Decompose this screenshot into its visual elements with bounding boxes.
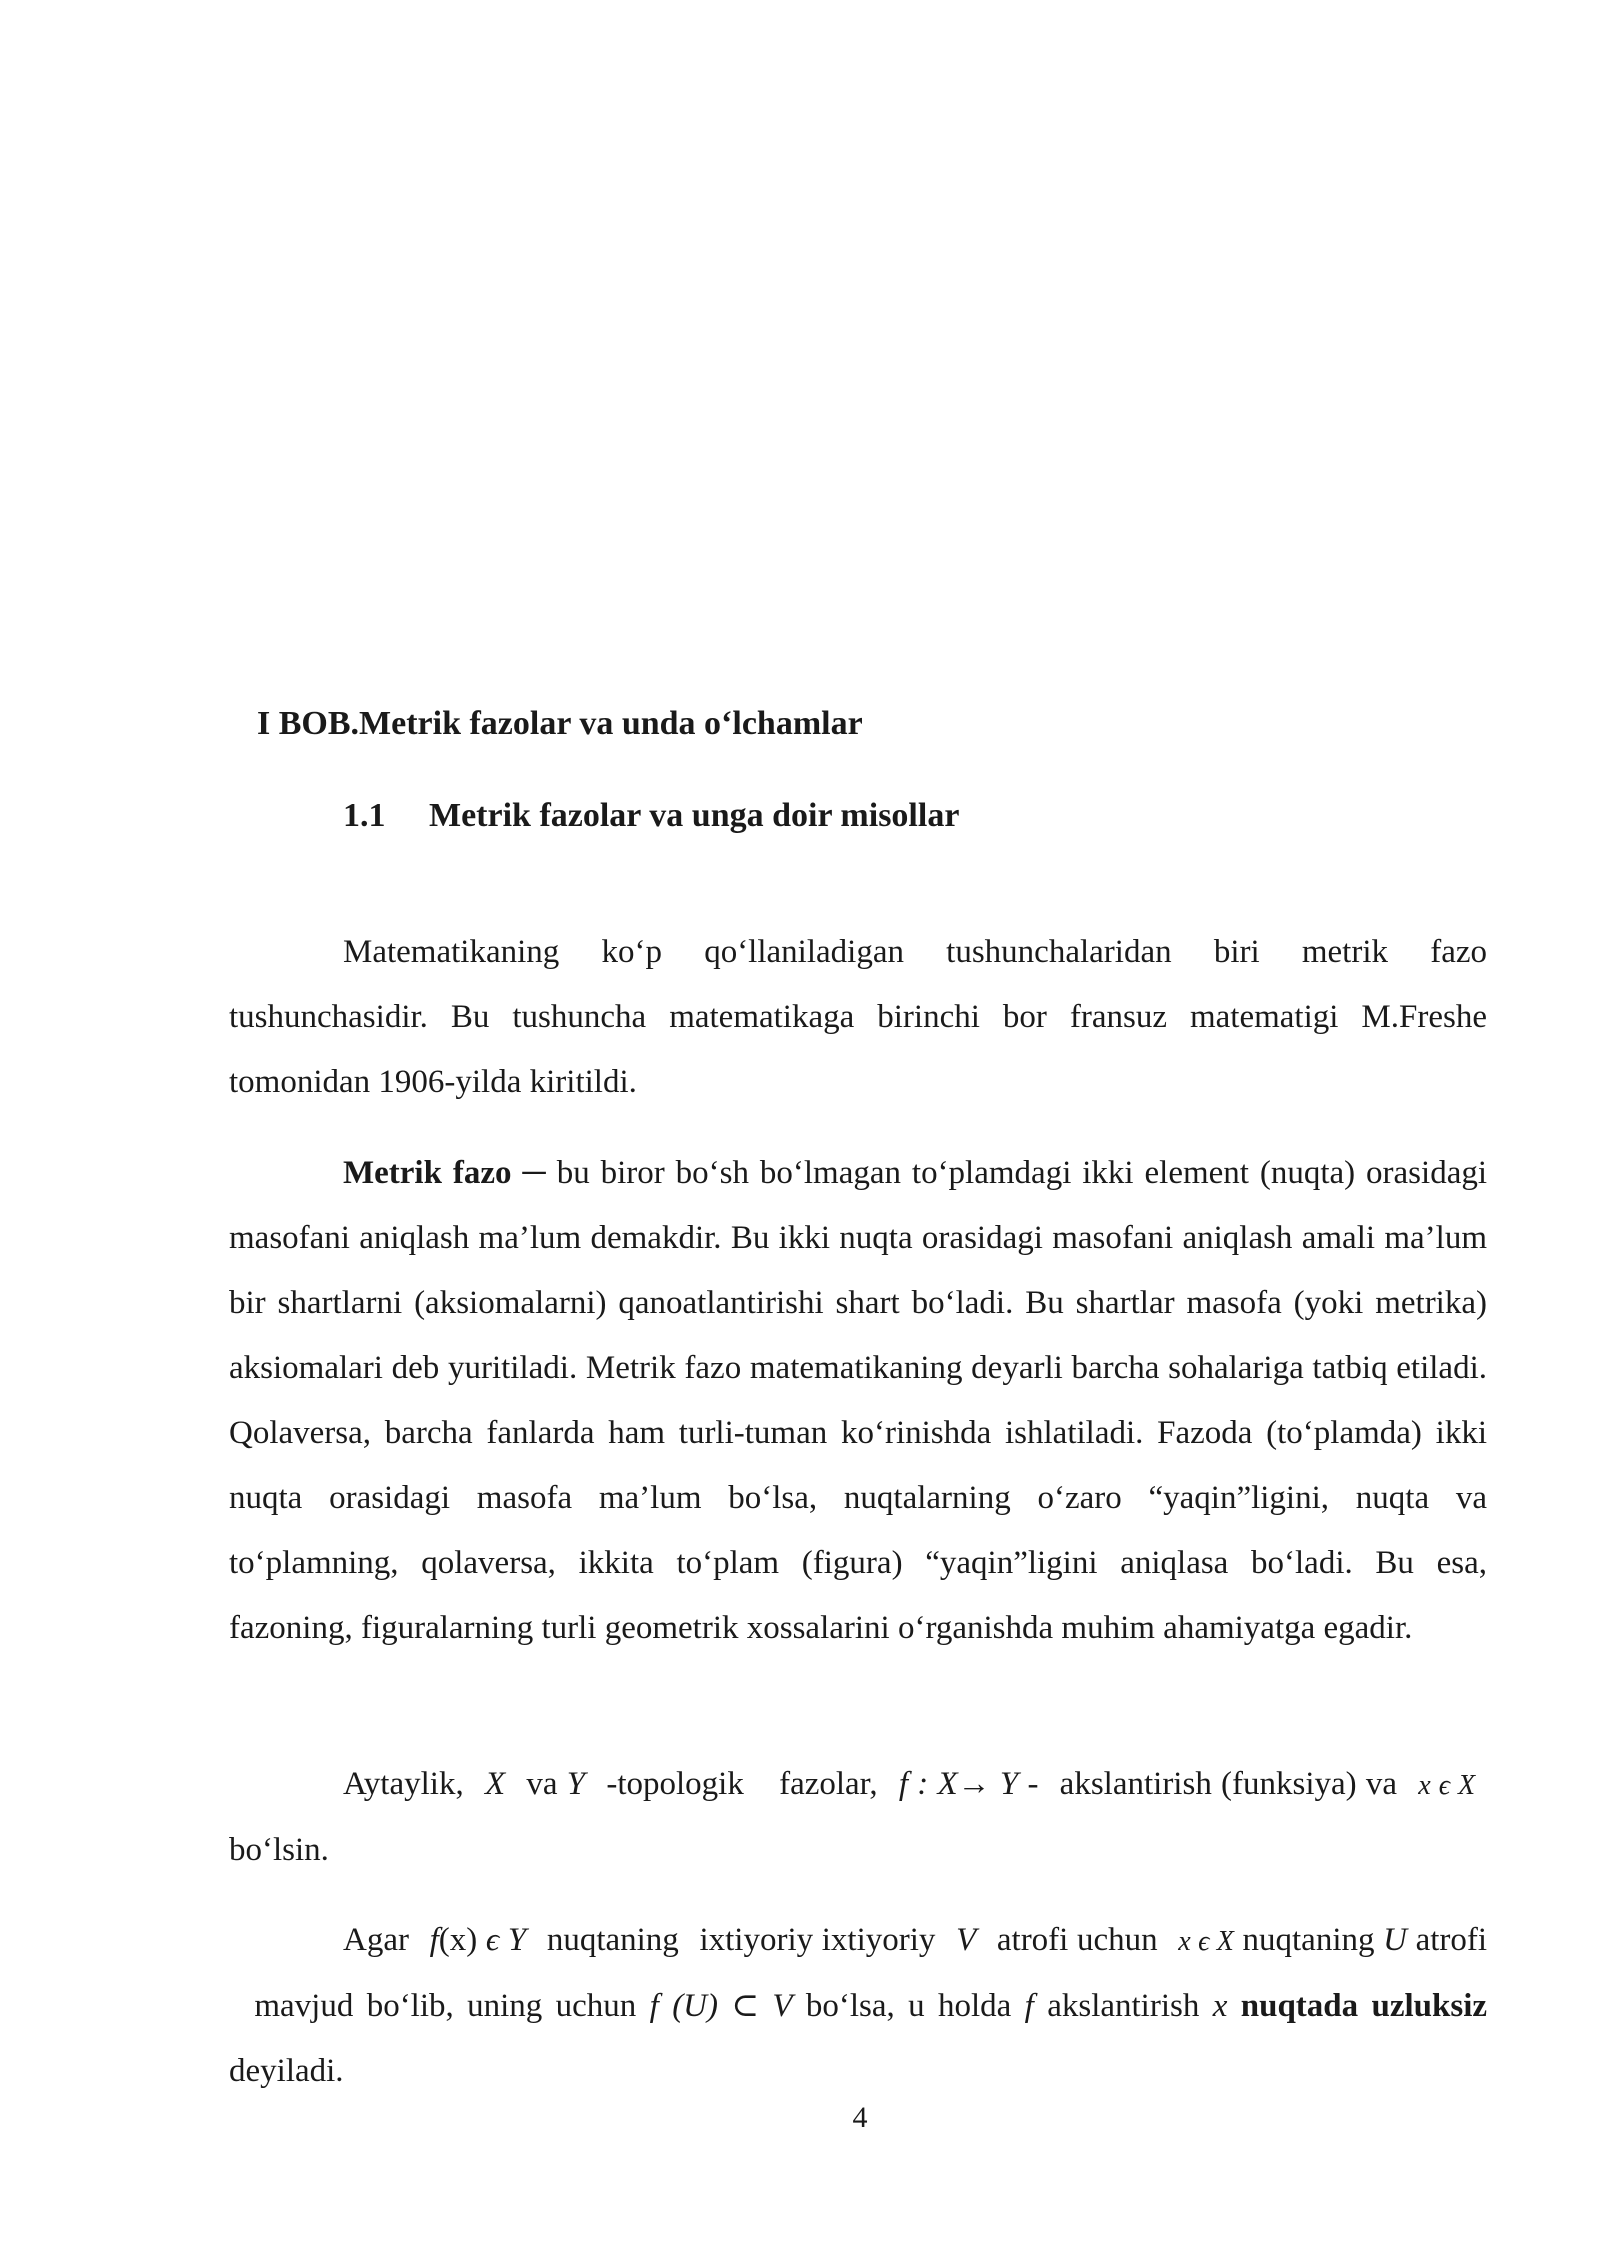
paragraph-definition-text: bu biror bo‘sh bo‘lmagan to‘plamdagi ikki element (nuqta) orasidagi masofani aniqlash ma’lum demakdir. Bu ikki nuqta orasidagi masofani aniqlash amali ma’lum bir shartlarni (aksiomalarni) qanoatlantirishi shart bo‘ladi. Bu shartlar masofa (yoki metrika) aksiomalari deb yuritiladi. Metrik fazo matematikaning deyarli barcha sohalariga tatbiq etiladi. Qolaversa, barcha fanlarda ham turli-tuman ko‘rinishda ishlatiladi. Fazoda (to‘plamda) ikki nuqta orasidagi masofa ma’lum bo‘lsa, nuqtalarning o‘zaro “yaqin”ligini, nuqta va to‘plamning, qolaversa, ikkita to‘plam (figura) “yaqin”ligini aniqlasa bo‘ladi. Bu esa, fazoning, figuralarning turli geometrik xossalarini o‘rganishda muhim ahamiyatga egadir. [229,1155,1488,1646]
math-x-in-x: x ϵ X [1418,1770,1476,1801]
paragraph-definition [229,1141,1487,1661]
text-topologik: -topologik [606,1766,744,1802]
text-deyiladi: deyiladi. [229,2053,344,2089]
math-x-space: X [484,1766,506,1802]
section-number: 1.1 [343,797,386,834]
paragraph-intro [229,920,1487,1115]
paragraph-topology [229,1752,1487,1883]
text-atrofi: atrofi [1415,1922,1488,1958]
text-atrofi-uchun: atrofi uchun [996,1922,1158,1958]
term-metrik-fazo: Metrik fazo [343,1155,512,1191]
math-y-space: Y [566,1766,586,1802]
math-x-point: x [1212,1988,1228,2024]
math-v: V [956,1922,977,1958]
math-u: U [1383,1922,1407,1958]
text-va: va [526,1766,558,1802]
text-nuqtaning: nuqtaning [546,1922,679,1958]
chapter-title: I BOB.Metrik fazolar va unda o‘lchamlar [257,705,863,742]
math-f-2: f [1024,1988,1034,2024]
text-akslantirish: akslantirish [1047,1988,1200,2024]
text-ixtiyoriy: ixtiyoriy ixtiyoriy [699,1922,936,1958]
text-nuqtaning-2: nuqtaning [1242,1922,1375,1958]
math-f: f [429,1922,439,1958]
text-bolsin: bo‘lsin. [229,1832,329,1868]
math-mapping: f : X→ Y [898,1766,1019,1802]
section-title-text: Metrik fazolar va unga doir misollar [429,797,960,834]
text-bolsa-u-holda: bo‘lsa, u holda [805,1988,1012,2024]
math-fx-argument: (x) [438,1922,478,1958]
text-dash: - [1027,1766,1039,1802]
math-in-y: ϵ Y [485,1922,527,1958]
em-dash: ─ [522,1155,546,1191]
text-fazolar: fazolar, [779,1766,878,1802]
term-nuqtada-uzluksiz: nuqtada uzluksiz [1240,1988,1488,2024]
section-title [343,792,959,840]
text-mavjud-boolib: mavjud bo‘lib, uning uchun [254,1988,637,2024]
paragraph-continuity [229,1908,1487,2104]
math-f-of-u-subset-v: f (U) ⊂ V [649,1988,793,2024]
text-agar: Agar [343,1922,409,1958]
page-number: 4 [852,2101,868,2134]
paragraph-intro-text: Matematikaning ko‘p qo‘llaniladigan tushunchalaridan biri metrik fazo tushunchasidir. Bu tushuncha matematikaga birinchi bor fransuz matematigi M.Freshe tomonidan 1906-yilda kiritildi. [229,934,1487,1100]
text-akslantirish-funksiya: akslantirish (funksiya) va [1059,1766,1398,1802]
text-aytaylik: Aytaylik, [343,1766,464,1802]
math-x-in-x: x ϵ X [1178,1926,1234,1957]
